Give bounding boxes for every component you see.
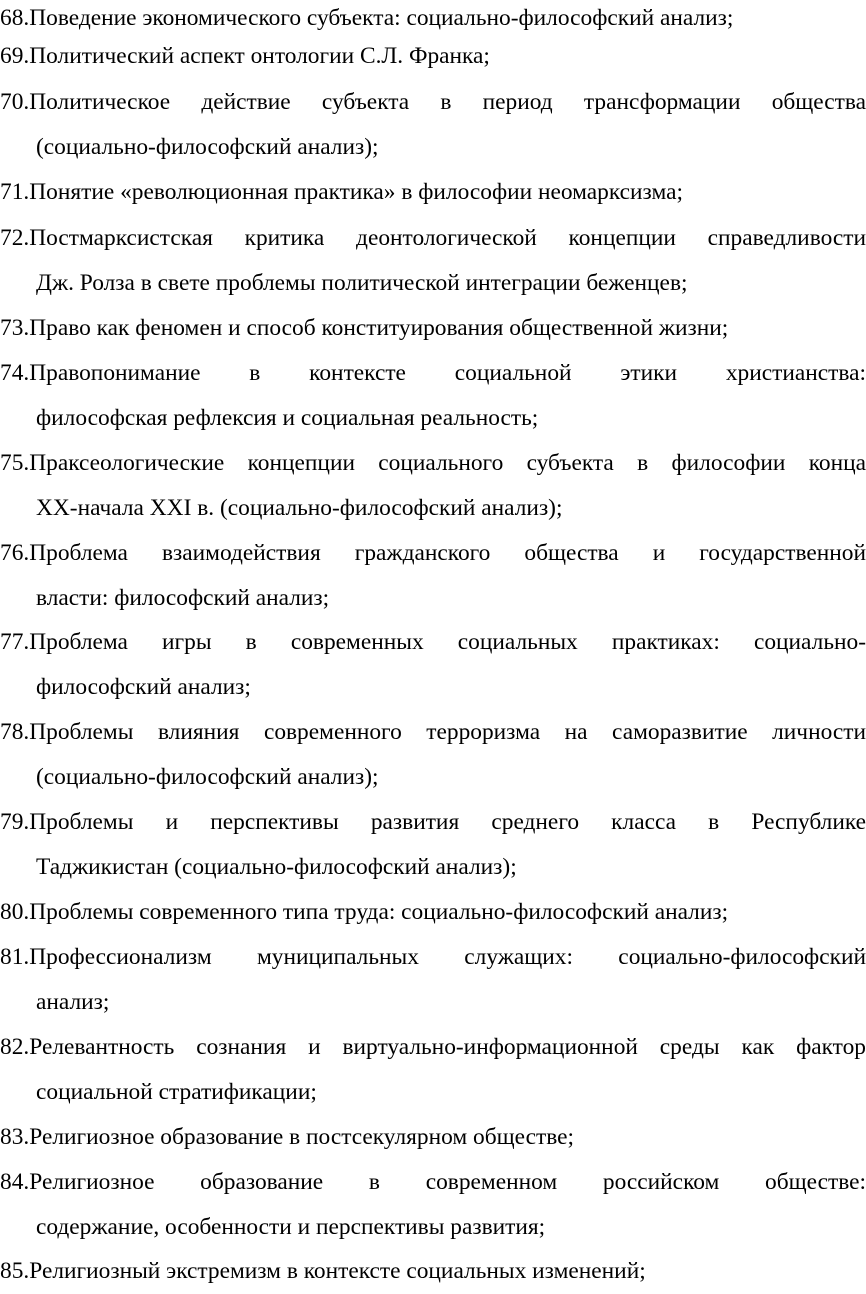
item-number: 77.: [0, 629, 30, 655]
item-text: Религиозное образование в современном российском обществе:: [29, 1169, 866, 1195]
item-line-continuation: власти: философский анализ;: [36, 585, 330, 611]
item-line-continuation: (социально-философский анализ);: [36, 764, 379, 790]
list-item-79: [0, 800, 866, 890]
item-line: [0, 216, 866, 261]
item-line-continuation: анализ;: [36, 989, 110, 1015]
item-number: 71.: [0, 179, 30, 205]
item-number: 68.: [0, 5, 30, 31]
item-text: Профессионализм муниципальных служащих: социально-философский: [29, 944, 866, 970]
item-line: [0, 1115, 866, 1160]
item-text: Понятие «революционная практика» в философии неомарксизма;: [29, 179, 683, 205]
item-text: Религиозное образование в постсекулярном обществе;: [29, 1124, 574, 1150]
item-number: 76.: [0, 540, 30, 566]
item-text: Проблемы современного типа труда: социально-философский анализ;: [29, 899, 729, 925]
list-item-84: [0, 1160, 866, 1250]
item-line-continuation: философский анализ;: [36, 674, 251, 700]
item-text: Право как феномен и способ конституирования общественной жизни;: [29, 315, 729, 341]
item-line: [0, 306, 866, 351]
item-line-continuation: Дж. Ролза в свете проблемы политической интеграции беженцев;: [36, 270, 688, 296]
item-line-continuation: (социально-философский анализ);: [36, 134, 379, 160]
list-item-77: [0, 620, 866, 710]
item-text: Проблема игры в современных социальных практиках: социально-: [29, 629, 866, 655]
item-line: [0, 1160, 866, 1205]
item-line: [0, 1249, 866, 1294]
item-line: [0, 1025, 866, 1070]
item-number: 79.: [0, 809, 30, 835]
item-text: Религиозный экстремизм в контексте социальных изменений;: [29, 1258, 646, 1284]
item-line: [0, 80, 866, 125]
item-number: 72.: [0, 225, 30, 251]
list-item-85: [0, 1249, 866, 1294]
list-item-78: [0, 710, 866, 800]
item-line: [0, 800, 866, 845]
item-text: Проблемы и перспективы развития среднего класса в Республике: [29, 809, 866, 835]
list-item-71: [0, 170, 866, 215]
item-line: [0, 170, 866, 215]
list-item-76: [0, 531, 866, 621]
item-line: [0, 34, 866, 79]
list-item-74: [0, 351, 866, 441]
item-number: 78.: [0, 719, 30, 745]
list-item-80: [0, 890, 866, 935]
item-text: Поведение экономического субъекта: социально-философский анализ;: [29, 5, 734, 31]
item-line-continuation: социальной стратификации;: [36, 1079, 317, 1105]
list-item-70: [0, 80, 866, 170]
item-number: 83.: [0, 1124, 30, 1150]
item-line-continuation: содержание, особенности и перспективы развития;: [36, 1214, 546, 1240]
item-number: 69.: [0, 43, 30, 69]
item-line-continuation: Таджикистан (социально-философский анализ);: [36, 854, 517, 880]
item-line-continuation: философская рефлексия и социальная реальность;: [36, 405, 539, 431]
item-number: 70.: [0, 89, 30, 115]
item-line: [0, 441, 866, 486]
item-text: Релевантность сознания и виртуально-информационной среды как фактор: [29, 1034, 866, 1060]
list-item-72: [0, 216, 866, 306]
item-text: Постмарксистская критика деонтологической концепции справедливости: [29, 225, 866, 251]
item-text: Политическое действие субъекта в период трансформации общества: [29, 89, 866, 115]
item-line: [0, 710, 866, 755]
item-number: 80.: [0, 899, 30, 925]
item-line: [0, 890, 866, 935]
list-item-83: [0, 1115, 866, 1160]
item-line: [0, 351, 866, 396]
item-text: Праксеологические концепции социального субъекта в философии конца: [29, 450, 866, 476]
item-number: 73.: [0, 315, 30, 341]
item-line: [0, 620, 866, 665]
item-text: Проблема взаимодействия гражданского общества и государственной: [29, 540, 866, 566]
list-item-82: [0, 1025, 866, 1115]
item-number: 82.: [0, 1034, 30, 1060]
item-line-continuation: XX-начала XXI в. (социально-философский анализ);: [36, 495, 563, 521]
item-text: Правопонимание в контексте социальной этики христианства:: [29, 360, 866, 386]
item-line: [0, 531, 866, 576]
item-number: 74.: [0, 360, 30, 386]
item-text: Проблемы влияния современного терроризма на саморазвитие личности: [29, 719, 866, 745]
list-item-73: [0, 306, 866, 351]
item-number: 85.: [0, 1258, 30, 1284]
list-item-81: [0, 935, 866, 1025]
list-item-75: [0, 441, 866, 531]
item-line: [0, 935, 866, 980]
item-number: 84.: [0, 1169, 30, 1195]
item-number: 81.: [0, 944, 30, 970]
list-item-69: [0, 34, 866, 79]
item-number: 75.: [0, 450, 30, 476]
item-text: Политический аспект онтологии С.Л. Франка;: [29, 43, 490, 69]
